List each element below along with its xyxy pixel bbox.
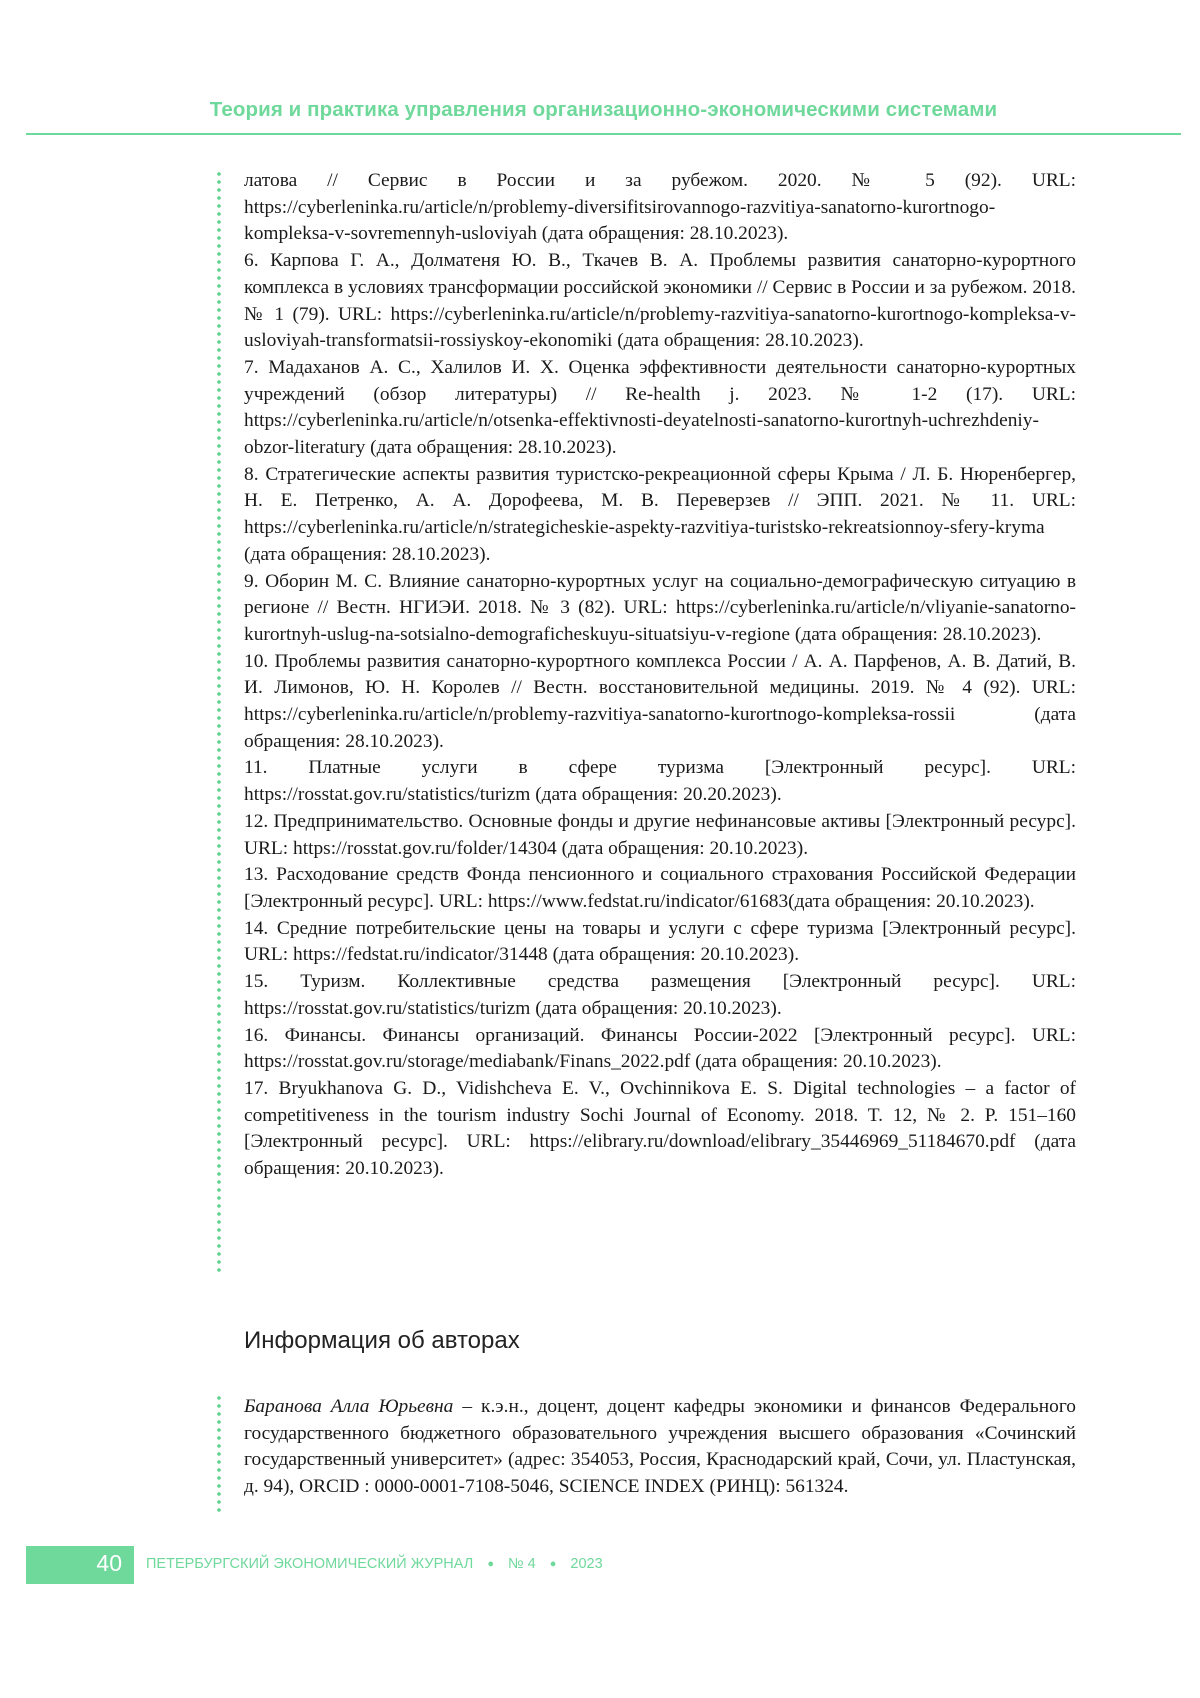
bullet-separator-icon: ● [549, 1558, 557, 1570]
running-header-title: Теория и практика управления организационно-экономическими системами [209, 98, 998, 121]
reference-item: 11. Платные услуги в сфере туризма [Электронный ресурс]. URL: https://rosstat.gov.ru/statistics/turizm (дата обращения: 20.20.2023). [244, 757, 1076, 806]
reference-item: 17. Bryukhanova G. D., Vidishcheva E. V., Ovchinnikova E. S. Digital technologies – a factor of competitiveness in the tourism industry Sochi Journal of Economy. 2018. T. 12, № 2. P. 151–160 [Электронный ресурс]. URL: https://elibrary.ru/download/elibrary_35446969_51184670.pdf (дата обращения: 20.10.2023). [244, 1077, 1076, 1180]
references-list [244, 168, 1076, 1183]
reference-item: 10. Проблемы развития санаторно-курортного комплекса России / А. А. Парфенов, А. В. Датий, В. И. Лимонов, Ю. Н. Королев // Вестн. восстановительной медицины. 2019. № 4 (92). URL: https://cyberleninka.ru/article/n/problemy-razvitiya-sanatorno-kurortnogo-kompleksa-rossii (дата обращения: 28.10.2023). [244, 650, 1076, 752]
reference-item: 12. Предпринимательство. Основные фонды и другие нефинансовые активы [Электронный ресурс]. URL: https://rosstat.gov.ru/folder/14304 (дата обращения: 20.10.2023). [244, 810, 1076, 859]
reference-item: 15. Туризм. Коллективные средства размещения [Электронный ресурс]. URL: https://rosstat.gov.ru/statistics/turizm (дата обращения: 20.10.2023). [244, 971, 1076, 1019]
dotted-margin-rule [216, 170, 222, 1272]
journal-year: 2023 [570, 1556, 603, 1572]
page-number: 40 [96, 1550, 122, 1576]
reference-item: 8. Стратегические аспекты развития туристско-рекреационной сферы Крыма / Л. Б. Нюренбергер, Н. Е. Петренко, А. А. Дорофеева, М. В. Переверзев // ЭПП. 2021. № 11. URL: https://cyberleninka.ru/article/n/strategicheskie-aspekty-razvitiya-turistsko-rekreatsionnoy-sfery-kryma (дата обращения: 28.10.2023). [244, 463, 1076, 565]
authors-section-title: Информация об авторах [244, 1327, 520, 1354]
header-divider [26, 133, 1181, 135]
author-details: – к.э.н., доцент, доцент кафедры экономики и финансов Федерального государственного бюджетного образовательного учреждения высшего образования «Сочинский государственный университет» (адрес: 354053, Россия, Краснодарский край, Сочи, ул. Пластунская, д. 94), ORCID : 0000-0001-7108-5046, SCIENCE INDEX (РИНЦ): 561324. [244, 1396, 1076, 1498]
journal-issue: № 4 [508, 1556, 536, 1572]
author-info [244, 1394, 1076, 1501]
journal-name: ПЕТЕРБУРГСКИЙ ЭКОНОМИЧЕСКИЙ ЖУРНАЛ [146, 1556, 474, 1572]
reference-item: 7. Мадаханов А. С., Халилов И. Х. Оценка эффективности деятельности санаторно-курортных учреждений (обзор литературы) // Re-health j. 2023. № 1-2 (17). URL: https://cyberleninka.ru/article/n/otsenka-effektivnosti-deyatelnosti-sanatorno-kurortnyh-uchrezhdeniy-obzor-literatury (дата обращения: 28.10.2023). [244, 356, 1076, 459]
author-name: Баранова Алла Юрьевна [244, 1396, 454, 1417]
page-number-box [26, 1546, 134, 1584]
footer-journal-line [146, 1556, 603, 1572]
reference-item: 6. Карпова Г. А., Долматеня Ю. В., Ткачев В. А. Проблемы развития санаторно-курортного комплекса в условиях трансформации российской экономики // Сервис в России и за рубежом. 2018. № 1 (79). URL: https://cyberleninka.ru/article/n/problemy-razvitiya-sanatorno-kurortnogo-kompleksa-v-usloviyah-transformatsii-rossiyskoy-ekonomiki (дата обращения: 28.10.2023). [244, 250, 1076, 352]
bullet-separator-icon: ● [487, 1558, 494, 1570]
reference-item: 9. Оборин М. С. Влияние санаторно-курортных услуг на социально-демографическую ситуацию в регионе // Вестн. НГИЭИ. 2018. № 3 (82). URL: https://cyberleninka.ru/article/n/vliyanie-sanatorno-kurortnyh-uslug-na-sotsialno-demograficheskuyu-situatsiyu-v-regione (дата обращения: 28.10.2023). [244, 570, 1076, 645]
reference-item: 14. Средние потребительские цены на товары и услуги с сфере туризма [Электронный ресурс]. URL: https://fedstat.ru/indicator/31448 (дата обращения: 20.10.2023). [244, 917, 1076, 966]
reference-item: латова // Сервис в России и за рубежом. 2020. № 5 (92). URL: https://cyberleninka.ru/article/n/problemy-diversifitsirovannogo-razvitiya-sanatorno-kurortnogo-kompleksa-v-sovremennyh-usloviyah (дата обращения: 28.10.2023). [244, 170, 1076, 245]
dotted-margin-rule [216, 1394, 222, 1514]
reference-item: 13. Расходование средств Фонда пенсионного и социального страхования Российской Федерации [Электронный ресурс]. URL: https://www.fedstat.ru/indicator/61683(дата обращения: 20.10.2023). [244, 864, 1076, 912]
reference-item: 16. Финансы. Финансы организаций. Финансы России-2022 [Электронный ресурс]. URL: https://rosstat.gov.ru/storage/mediabank/Finans_2022.pdf (дата обращения: 20.10.2023). [244, 1024, 1076, 1073]
